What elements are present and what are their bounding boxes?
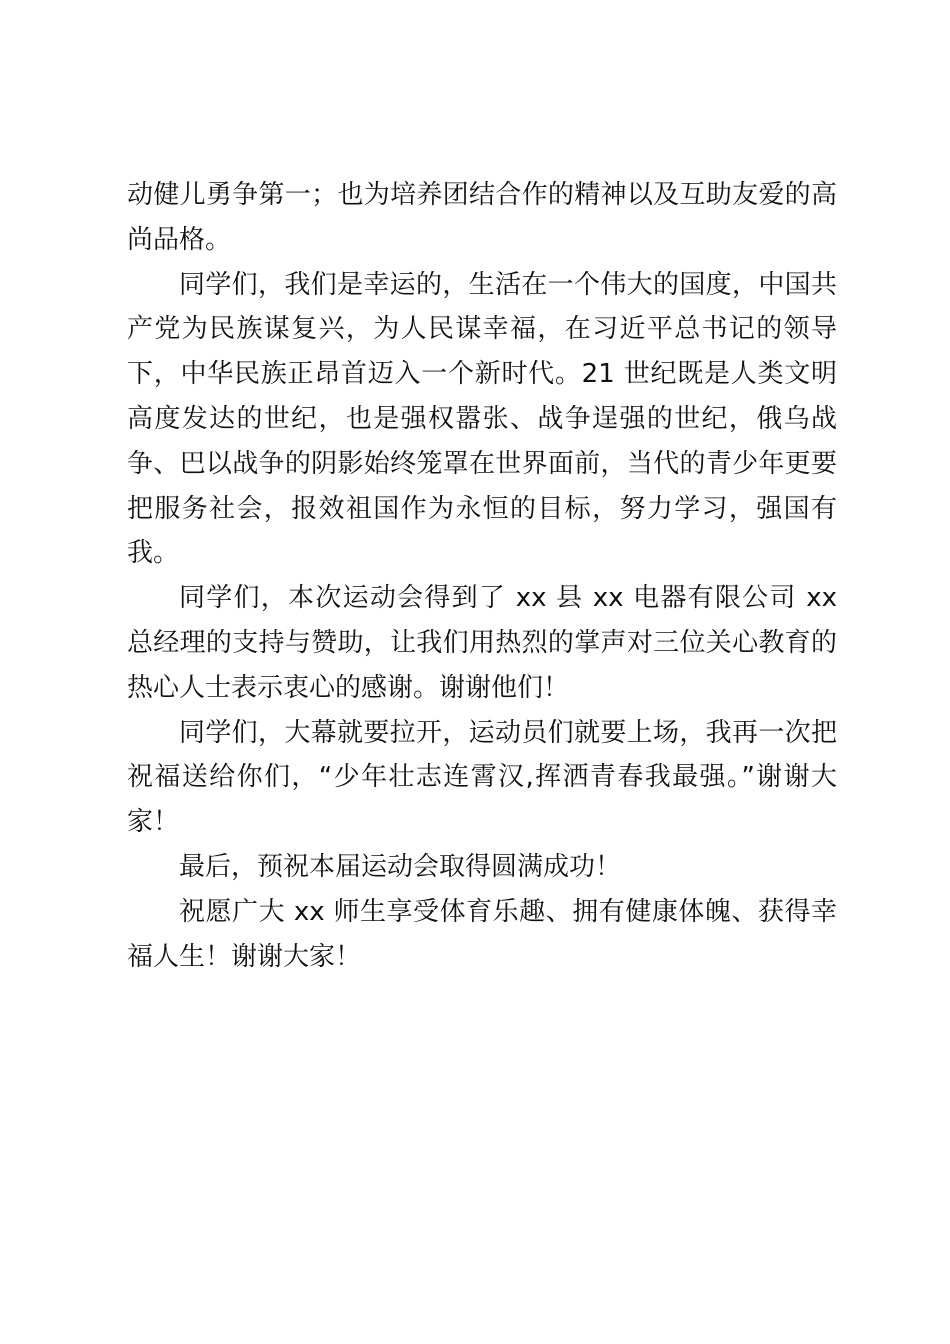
- paragraph-continued: 动健儿勇争第一；也为培养团结合作的精神以及互助友爱的高尚品格。: [127, 180, 837, 255]
- paragraph-closing-wish: 祝愿广大 xx 师生享受体育乐趣、拥有健康体魄、获得幸福人生！谢谢大家！: [127, 896, 837, 972]
- document-body: [127, 173, 837, 979]
- paragraph-curtain-opens: 同学们，大幕就要拉开，运动员们就要上场，我再一次把祝福送给你们，“少年壮志连霄汉,挥洒青春我最强。”谢谢大家！: [127, 717, 837, 838]
- paragraph-success-wish: 最后，预祝本届运动会取得圆满成功！: [179, 851, 622, 882]
- paragraph-fortunate-era: 同学们，我们是幸运的，生活在一个伟大的国度，中国共产党为民族谋复兴，为人民谋幸福，在习近平总书记的领导下，中华民族正昂首迈入一个新时代。21 世纪既是人类文明高度发达的世纪，也是强权嚣张、战争逞强的世纪，俄乌战争、巴以战争的阴影始终笼罩在世界面前，当代的青少年更要把服务社会，报效祖国作为永恒的目标，努力学习，强国有我。: [127, 269, 837, 569]
- paragraph-sponsor-thanks: 同学们，本次运动会得到了 xx 县 xx 电器有限公司 xx 总经理的支持与赞助，让我们用热烈的掌声对三位关心教育的热心人士表示衷心的感谢。谢谢他们！: [127, 583, 837, 703]
